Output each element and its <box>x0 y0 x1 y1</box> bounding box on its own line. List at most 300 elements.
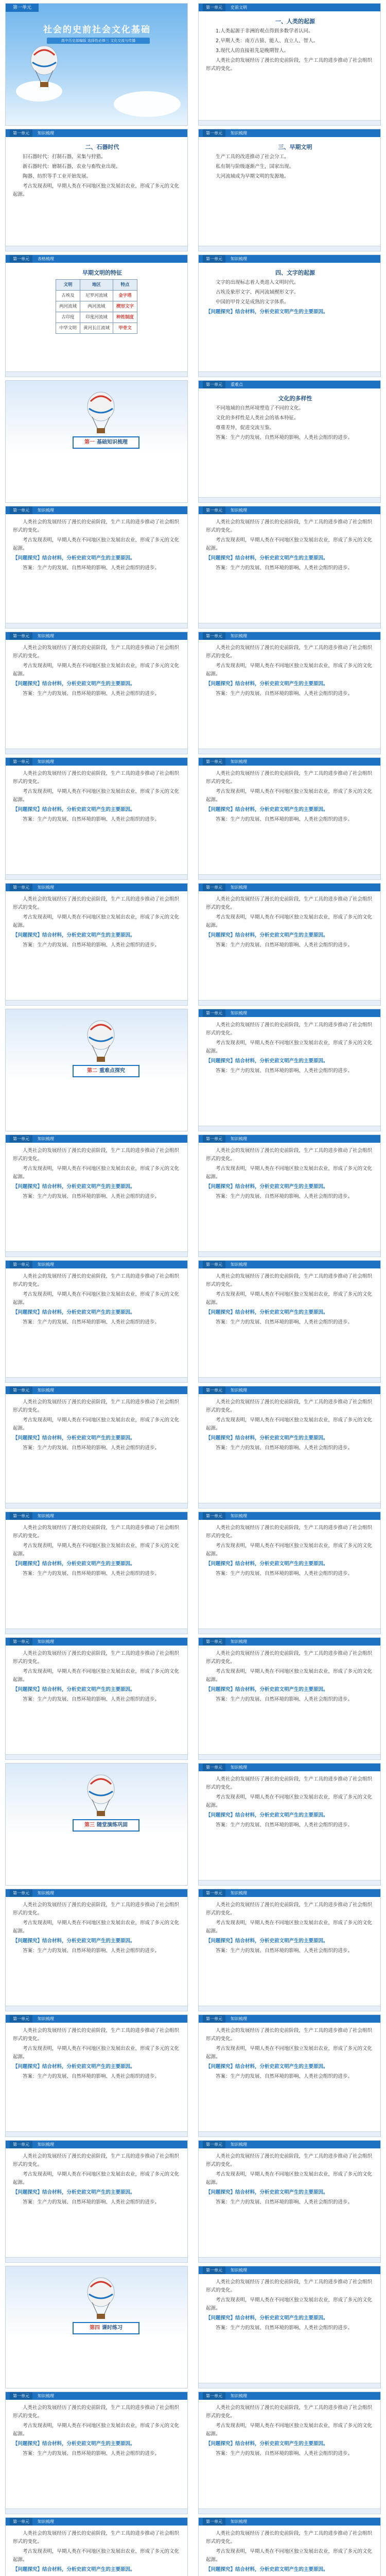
content-slide <box>5 506 188 629</box>
question-text: 【问题探究】结合材料，分析史前文明产生的主要原因。 <box>206 807 328 812</box>
unit-tab: 第一单元 <box>10 506 32 514</box>
slide-paragraph: 人类社会的发展经历了漫长的史前阶段，生产工具的进步推动了社会组织形式的变化。 <box>206 2028 373 2042</box>
slide-paragraph: 人类社会的发展经历了漫长的史前阶段，生产工具的进步推动了社会组织形式的变化。 <box>13 519 180 533</box>
unit-tab: 第一单元 <box>10 2015 32 2023</box>
content-slide <box>198 2517 381 2576</box>
topic-tab: 知识梳理 <box>38 2519 54 2524</box>
content-slide <box>5 632 188 754</box>
question-text: 【问题探究】结合材料，分析史前文明产生的主要原因。 <box>13 2567 135 2572</box>
answer-text: 答案：生产力的发展、自然环境的影响、人类社会组织的进步。 <box>23 1319 160 1325</box>
content-slide <box>198 3 381 126</box>
slide-topbar <box>199 4 380 11</box>
content-slide <box>5 1512 188 1634</box>
answer-text: 答案：生产力的发展、自然环境的影响、人类社会组织的进步。 <box>216 817 353 822</box>
question-text: 【问题探究】结合材料，分析史前文明产生的主要原因。 <box>13 2441 135 2447</box>
unit-tab: 第一单元 <box>203 4 225 11</box>
slide-paragraph: 考古发现表明，早期人类在不同地区独立发展出农业，形成了多元的文化起源。 <box>13 1920 180 1934</box>
content-slide <box>5 2140 188 2263</box>
slide-paragraph: 考古发现表明，早期人类在不同地区独立发展出农业，形成了多元的文化起源。 <box>206 1920 373 1934</box>
slide-topbar <box>6 632 187 640</box>
slide-paragraph: 人类社会的发展经历了漫长的史前阶段，生产工具的进步推动了社会组织形式的变化。 <box>206 1399 373 1413</box>
unit-tab: 第一单元 <box>203 129 225 137</box>
content-slide <box>198 1889 381 2011</box>
topic-tab: 知识梳理 <box>38 2142 54 2147</box>
slide-paragraph: 人类社会的发展经历了漫长的史前阶段，生产工具的进步推动了社会组织形式的变化。 <box>13 1902 180 1916</box>
content-slide <box>198 380 381 503</box>
answer-text: 答案：生产力的发展、自然环境的影响、人类社会组织的进步。 <box>23 1194 160 1199</box>
slide-paragraph: 人类社会的发展经历了漫长的史前阶段，生产工具的进步推动了社会组织形式的变化。 <box>13 645 180 659</box>
slide-paragraph: 人类社会的发展经历了漫长的史前阶段，生产工具的进步推动了社会组织形式的变化。 <box>206 1274 373 1287</box>
table-header: 地区 <box>80 280 113 291</box>
slide-paragraph: 人类社会的发展经历了漫长的史前阶段，生产工具的进步推动了社会组织形式的变化。 <box>206 1525 373 1539</box>
topic-tab: 知识梳理 <box>231 1891 247 1895</box>
slide-topbar <box>6 1135 187 1143</box>
slide-paragraph: 人类社会的发展经历了漫长的史前阶段，生产工具的进步推动了社会组织形式的变化。 <box>13 1525 180 1539</box>
cover-title: 社会的史前社会文化基础 <box>43 25 151 35</box>
unit-tab: 第一单元 <box>203 1009 225 1017</box>
slide-topbar <box>199 884 380 891</box>
unit-tab: 第一单元 <box>10 129 32 137</box>
answer-text: 答案：生产力的发展、自然环境的影响、人类社会组织的进步。 <box>23 942 160 948</box>
content-slide <box>5 2517 188 2576</box>
slide-paragraph: 人类社会的发展经历了漫长的史前阶段，生产工具的进步推动了社会组织形式的变化。 <box>206 519 373 533</box>
hot-air-balloon-icon <box>83 2277 119 2323</box>
topic-tab: 知识梳理 <box>231 2519 247 2524</box>
slide-heading: 一、人类的起源 <box>275 18 315 25</box>
question-text: 【问题探究】结合材料，分析史前文明产生的主要原因。 <box>13 1561 135 1567</box>
content-slide <box>198 1763 381 1886</box>
slide-topbar <box>199 1009 380 1017</box>
table-row: 两河流域 两河流域 楔形文字 <box>56 301 137 312</box>
unit-tab: 第一单元 <box>203 1889 225 1897</box>
content-slide <box>198 1260 381 1383</box>
slide-line: 生产工具的改进推动了社会分工。 <box>216 154 289 160</box>
slide-paragraph: 人类社会的发展经历了漫长的史前阶段，生产工具的进步推动了社会组织形式的变化。 <box>206 896 373 910</box>
content-slide <box>5 2392 188 2514</box>
slide-line: 中国的甲骨文是成熟的文字体系。 <box>216 299 289 305</box>
slide-paragraph: 人类社会的发展经历了漫长的史前阶段，生产工具的进步推动了社会组织形式的变化。 <box>206 645 373 659</box>
slide-paragraph: 考古发现表明，早期人类在不同地区独立发展出农业，形成了多元的文化起源。 <box>13 1166 180 1180</box>
slide-heading: 早期文明的特征 <box>82 269 122 276</box>
question-text: 【问题探究】结合材料，分析史前文明产生的主要原因。 <box>13 2064 135 2070</box>
answer-text: 答案：生产力的发展、自然环境的影响、人类社会组织的进步。 <box>216 1319 353 1325</box>
slide-paragraph: 考古发现表明，早期人类在不同地区独立发展出农业，形成了多元的文化起源。 <box>206 1794 373 1808</box>
answer-text: 答案：生产力的发展、自然环境的影响、人类社会组织的进步。 <box>23 1697 160 1702</box>
table-header: 特点 <box>113 280 137 291</box>
content-slide <box>198 1637 381 1760</box>
slide-topbar <box>6 1889 187 1897</box>
slide-paragraph: 考古发现表明，早期人类在不同地区独立发展出农业，形成了多元的文化起源。 <box>206 914 373 928</box>
slide-paragraph: 考古发现表明，早期人类在不同地区独立发展出农业，形成了多元的文化起源。 <box>13 2172 180 2185</box>
unit-tab: 第一单元 <box>203 381 225 388</box>
answer-text: 答案：生产力的发展、自然环境的影响、人类社会组织的进步。 <box>23 2451 160 2456</box>
topic-tab: 知识梳理 <box>38 131 54 135</box>
topic-tab: 知识梳理 <box>231 508 247 513</box>
slide-paragraph: 考古发现表明，早期人类在不同地区独立发展出农业，形成了多元的文化起源。 <box>13 183 180 197</box>
slide-topbar <box>199 1512 380 1520</box>
content-slide <box>198 632 381 754</box>
unit-tab: 第一单元 <box>203 758 225 766</box>
content-slide <box>198 757 381 880</box>
answer-text: 答案：生产力的发展、自然环境的影响、人类社会组织的进步。 <box>216 2325 353 2331</box>
answer-text: 答案：生产力的发展、自然环境的影响、人类社会组织的进步。 <box>216 1697 353 1702</box>
answer-text: 答案：生产力的发展、自然环境的影响、人类社会组织的进步。 <box>216 2199 353 2205</box>
answer-text: 答案：生产力的发展、自然环境的影响、人类社会组织的进步。 <box>216 1445 353 1451</box>
slide-line: 陶器、纺织等手工业开始发展。 <box>23 174 92 179</box>
answer-text: 答案：生产力的发展、自然环境的影响、人类社会组织的进步。 <box>216 2074 353 2079</box>
slide-paragraph: 人类社会的发展经历了漫长的史前阶段，生产工具的进步推动了社会组织形式的变化。 <box>206 771 373 785</box>
question-text: 【问题探究】结合材料，分析史前文明产生的主要原因。 <box>206 681 328 687</box>
question-text: 【问题探究】结合材料，分析史前文明产生的主要原因。 <box>13 681 135 687</box>
table-row: 中华文明 黄河长江流域 甲骨文 <box>56 323 137 334</box>
slide-paragraph: 考古发现表明，早期人类在不同地区独立发展出农业，形成了多元的文化起源。 <box>206 2046 373 2060</box>
unit-tab: 第一单元 <box>203 632 225 640</box>
slide-paragraph: 人类社会的发展经历了漫长的史前阶段，生产工具的进步推动了社会组织形式的变化。 <box>206 2279 373 2293</box>
slide-paragraph: 考古发现表明，早期人类在不同地区独立发展出农业，形成了多元的文化起源。 <box>13 2046 180 2060</box>
slide-topbar <box>199 1889 380 1897</box>
answer-text: 答案：生产力的发展、自然环境的影响、人类社会组织的进步。 <box>216 1948 353 1954</box>
content-slide <box>198 1134 381 1257</box>
answer-text: 答案：生产力的发展、自然环境的影响、人类社会组织的进步。 <box>216 942 353 948</box>
section-slide <box>5 1009 188 1131</box>
unit-tab: 第一单元 <box>203 506 225 514</box>
content-slide <box>198 2266 381 2388</box>
section-slide <box>5 380 188 503</box>
slide-topbar <box>199 1638 380 1646</box>
unit-tab: 第一单元 <box>10 632 32 640</box>
summary-table <box>56 279 137 334</box>
unit-tab: 第一单元 <box>10 1261 32 1268</box>
topic-tab: 知识梳理 <box>38 759 54 764</box>
slide-topbar <box>199 2141 380 2148</box>
slide-paragraph: 人类社会的发展经历了漫长的史前阶段，生产工具的进步推动了社会组织形式的变化。 <box>13 2405 180 2419</box>
topic-tab: 知识梳理 <box>231 1765 247 1770</box>
unit-tab: 第一单元 <box>10 1889 32 1897</box>
question-text: 【问题探究】结合材料，分析史前文明产生的主要原因。 <box>13 1310 135 1315</box>
topic-tab: 知识梳理 <box>231 1011 247 1015</box>
slide-paragraph: 人类社会的发展经历了漫长的史前阶段，生产工具的进步推动了社会组织形式的变化。 <box>206 2531 373 2545</box>
question-text: 【问题探究】结合材料，分析史前文明产生的主要原因。 <box>206 1812 328 1818</box>
topic-tab: 知识梳理 <box>38 1891 54 1895</box>
unit-tab: 第一单元 <box>10 884 32 891</box>
answer-text: 答案：生产力的发展、自然环境的影响、人类社会组织的进步。 <box>216 1571 353 1577</box>
unit-tab: 第一单元 <box>10 1135 32 1143</box>
unit-tab: 第一单元 <box>10 2518 32 2526</box>
content-slide <box>198 2014 381 2137</box>
unit-tab: 第一单元 <box>203 884 225 891</box>
topic-tab: 史前文明 <box>231 5 247 10</box>
content-slide <box>198 1512 381 1634</box>
slide-topbar <box>199 2392 380 2400</box>
unit-tab: 第一单元 <box>10 1386 32 1394</box>
slide-topbar <box>6 1512 187 1520</box>
section-label: 第一 基础知识梳理 <box>73 436 139 449</box>
slide-paragraph: 人类社会的发展经历了漫长的史前阶段，生产工具的进步推动了社会组织形式的变化。 <box>206 2154 373 2167</box>
slide-line: 尊重差异，促进交流互鉴。 <box>216 425 275 431</box>
slide-line: 私有制与阶级逐渐产生，国家出现。 <box>216 164 294 170</box>
slide-topbar <box>6 1638 187 1646</box>
topic-tab: 知识梳理 <box>231 2268 247 2273</box>
slide-line: 文化的多样性是人类社会的基本特征。 <box>216 415 299 421</box>
slide-topbar <box>6 506 187 514</box>
slide-paragraph: 考古发现表明，早期人类在不同地区独立发展出农业，形成了多元的文化起源。 <box>13 663 180 677</box>
slide-topbar <box>6 2518 187 2526</box>
topic-tab: 知识梳理 <box>231 257 247 261</box>
unit-tab: 第一单元 <box>10 758 32 766</box>
slide-line: 3.现代人的直接祖先是晚期智人。 <box>216 48 289 54</box>
content-slide <box>5 2014 188 2137</box>
section-label: 第三 随堂演练巩固 <box>73 1819 139 1832</box>
answer-text: 答案：生产力的发展、自然环境的影响、人类社会组织的进步。 <box>216 1822 353 1828</box>
slide-topbar <box>199 1386 380 1394</box>
unit-tab: 第一单元 <box>203 2015 225 2023</box>
slide-paragraph: 考古发现表明，早期人类在不同地区独立发展出农业，形成了多元的文化起源。 <box>13 1669 180 1683</box>
unit-tab: 第一单元 <box>10 2392 32 2400</box>
content-slide <box>5 129 188 251</box>
question-text: 【问题探究】结合材料，分析史前文明产生的主要原因。 <box>13 555 135 561</box>
slide-paragraph: 人类社会的发展经历了漫长的史前阶段，生产工具的进步推动了社会组织形式的变化。 <box>206 58 373 72</box>
slide-topbar <box>199 506 380 514</box>
slide-line: 1.人类起源于非洲的观点得到多数学者认同。 <box>216 28 313 34</box>
content-slide <box>198 255 381 377</box>
unit-tab: 第一单元 <box>203 1386 225 1394</box>
slide-paragraph: 人类社会的发展经历了漫长的史前阶段，生产工具的进步推动了社会组织形式的变化。 <box>13 1148 180 1162</box>
slide-topbar <box>199 2015 380 2023</box>
slide-line: 文字的出现标志着人类进入文明时代。 <box>216 280 299 285</box>
answer-text: 答案：生产力的发展、自然环境的影响、人类社会组织的进步。 <box>23 2074 160 2079</box>
topic-tab: 知识梳理 <box>38 1262 54 1267</box>
content-slide <box>5 1637 188 1760</box>
topic-tab: 知识梳理 <box>231 759 247 764</box>
cover-slide <box>5 3 188 126</box>
table-row: 古埃及 尼罗河流域 金字塔 <box>56 291 137 301</box>
topic-tab: 知识梳理 <box>231 131 247 135</box>
answer-text: 答案：生产力的发展、自然环境的影响、人类社会组织的进步。 <box>216 691 353 697</box>
slide-paragraph: 考古发现表明，早期人类在不同地区独立发展出农业，形成了多元的文化起源。 <box>206 1040 373 1054</box>
hot-air-balloon-icon <box>83 1774 119 1820</box>
slide-paragraph: 人类社会的发展经历了漫长的史前阶段，生产工具的进步推动了社会组织形式的变化。 <box>206 1902 373 1916</box>
slide-line: 古埃及象形文字、两河流域楔形文字。 <box>216 290 299 295</box>
content-slide <box>198 2140 381 2263</box>
slide-paragraph: 人类社会的发展经历了漫长的史前阶段，生产工具的进步推动了社会组织形式的变化。 <box>206 1148 373 1162</box>
slide-topbar <box>6 758 187 766</box>
content-slide <box>198 506 381 629</box>
question-text: 【问题探究】结合材料，分析史前文明产生的主要原因。 <box>13 933 135 938</box>
topic-tab: 知识梳理 <box>38 2394 54 2398</box>
topic-tab: 知识梳理 <box>231 1137 247 1141</box>
unit-tab: 第一单元 <box>10 1512 32 1520</box>
hot-air-balloon-icon <box>83 1020 119 1066</box>
question-text: 【问题探究】结合材料，分析史前文明产生的主要原因。 <box>206 1687 328 1692</box>
slide-heading: 二、石器时代 <box>85 144 119 150</box>
table-slide <box>5 255 188 377</box>
topic-tab: 知识梳理 <box>38 1388 54 1393</box>
question-text: 【问题探究】结合材料，分析史前文明产生的主要原因。 <box>206 555 328 561</box>
question-text: 【问题探究】结合材料，分析史前文明产生的主要原因。 <box>206 1435 328 1441</box>
topic-tab: 知识梳理 <box>231 885 247 890</box>
content-slide <box>198 2392 381 2514</box>
answer-text: 答案：生产力的发展、自然环境的影响、人类社会组织的进步。 <box>23 565 160 571</box>
slide-paragraph: 人类社会的发展经历了漫长的史前阶段，生产工具的进步推动了社会组织形式的变化。 <box>13 2531 180 2545</box>
slide-heading: 三、早期文明 <box>278 144 312 150</box>
slide-paragraph: 考古发现表明，早期人类在不同地区独立发展出农业，形成了多元的文化起源。 <box>13 2423 180 2437</box>
unit-tab: 第一单元 <box>203 1764 225 1771</box>
slide-paragraph: 人类社会的发展经历了漫长的史前阶段，生产工具的进步推动了社会组织形式的变化。 <box>13 1651 180 1665</box>
table-row: 古印度 印度河流域 种姓制度 <box>56 312 137 323</box>
topic-tab: 知识梳理 <box>231 634 247 638</box>
topic-tab: 知识梳理 <box>38 1137 54 1141</box>
topic-tab: 表格梳理 <box>38 257 54 261</box>
content-slide <box>198 883 381 1006</box>
slide-topbar <box>6 2015 187 2023</box>
content-slide <box>198 129 381 251</box>
topic-tab: 知识梳理 <box>38 1514 54 1518</box>
slide-paragraph: 考古发现表明，早期人类在不同地区独立发展出农业，形成了多元的文化起源。 <box>13 1543 180 1557</box>
hot-air-balloon-icon <box>83 391 119 437</box>
question-text: 【问题探究】结合材料，分析史前文明产生的主要原因。 <box>206 933 328 938</box>
topic-tab: 知识梳理 <box>231 1514 247 1518</box>
slide-topbar <box>6 2392 187 2400</box>
unit-tab: 第一单元 <box>10 255 32 263</box>
slide-topbar <box>6 1261 187 1268</box>
slide-paragraph: 人类社会的发展经历了漫长的史前阶段，生产工具的进步推动了社会组织形式的变化。 <box>13 896 180 910</box>
topic-tab: 重难点 <box>231 382 243 387</box>
question-text: 【问题探究】结合材料，分析史前文明产生的主要原因。 <box>206 2315 328 2321</box>
content-slide <box>5 1134 188 1257</box>
cloud-graphic <box>114 91 181 117</box>
unit-tab: 第一单元 <box>203 2518 225 2526</box>
topic-tab: 知识梳理 <box>38 634 54 638</box>
unit-tab: 第一单元 <box>203 1512 225 1520</box>
slide-paragraph: 考古发现表明，早期人类在不同地区独立发展出农业，形成了多元的文化起源。 <box>13 1417 180 1431</box>
slide-paragraph: 考古发现表明，早期人类在不同地区独立发展出农业，形成了多元的文化起源。 <box>13 789 180 803</box>
slide-line: 旧石器时代：打制石器，采集与狩猎。 <box>23 154 106 160</box>
slide-paragraph: 人类社会的发展经历了漫长的史前阶段，生产工具的进步推动了社会组织形式的变化。 <box>206 1776 373 1790</box>
content-slide <box>5 883 188 1006</box>
chapter-badge: 第一单元 <box>6 4 39 12</box>
content-slide <box>5 1260 188 1383</box>
slide-paragraph: 人类社会的发展经历了漫长的史前阶段，生产工具的进步推动了社会组织形式的变化。 <box>206 2405 373 2419</box>
slide-line: 新石器时代：磨制石器，农业与畜牧业出现。 <box>23 164 121 170</box>
section-label: 第四 课时练习 <box>73 2322 139 2334</box>
topic-tab: 知识梳理 <box>38 508 54 513</box>
slide-paragraph: 考古发现表明，早期人类在不同地区独立发展出农业，形成了多元的文化起源。 <box>206 663 373 677</box>
slide-line: 不同地域的自然环境塑造了不同的文化。 <box>216 405 304 411</box>
slide-paragraph: 人类社会的发展经历了漫长的史前阶段，生产工具的进步推动了社会组织形式的变化。 <box>13 1399 180 1413</box>
topic-tab: 知识梳理 <box>231 1388 247 1393</box>
question-text: 【问题探究】结合材料，分析史前文明产生的主要原因。 <box>206 309 328 315</box>
unit-tab: 第一单元 <box>10 1638 32 1646</box>
slide-paragraph: 人类社会的发展经历了漫长的史前阶段，生产工具的进步推动了社会组织形式的变化。 <box>13 1274 180 1287</box>
topic-tab: 知识梳理 <box>38 885 54 890</box>
slide-paragraph: 考古发现表明，早期人类在不同地区独立发展出农业，形成了多元的文化起源。 <box>206 2172 373 2185</box>
topic-tab: 知识梳理 <box>231 2142 247 2147</box>
unit-tab: 第一单元 <box>203 2141 225 2148</box>
slide-paragraph: 考古发现表明，早期人类在不同地区独立发展出农业，形成了多元的文化起源。 <box>206 537 373 551</box>
slide-topbar <box>199 758 380 766</box>
slide-paragraph: 人类社会的发展经历了漫长的史前阶段，生产工具的进步推动了社会组织形式的变化。 <box>13 2028 180 2042</box>
answer-text: 答案：生产力的发展、自然环境的影响、人类社会组织的进步。 <box>23 817 160 822</box>
content-slide <box>198 1386 381 1509</box>
answer-text: 答案：生产力的发展、自然环境的影响、人类社会组织的进步。 <box>23 1948 160 1954</box>
unit-tab: 第一单元 <box>203 1135 225 1143</box>
topic-tab: 知识梳理 <box>231 2394 247 2398</box>
slide-line: 2.早期人类：南方古猿、能人、直立人、智人。 <box>216 38 319 44</box>
answer-text: 答案：生产力的发展、自然环境的影响、人类社会组织的进步。 <box>23 2199 160 2205</box>
topic-tab: 知识梳理 <box>38 1639 54 1644</box>
slide-line: 大河流域成为早期文明的发源地。 <box>216 174 289 179</box>
slide-topbar <box>6 884 187 891</box>
slide-topbar <box>199 1135 380 1143</box>
slide-paragraph: 考古发现表明，早期人类在不同地区独立发展出农业，形成了多元的文化起源。 <box>206 789 373 803</box>
topic-tab: 知识梳理 <box>231 1639 247 1644</box>
answer-text: 答案：生产力的发展、自然环境的影响、人类社会组织的进步。 <box>216 435 353 440</box>
slide-paragraph: 人类社会的发展经历了漫长的史前阶段，生产工具的进步推动了社会组织形式的变化。 <box>13 2154 180 2167</box>
slide-paragraph: 人类社会的发展经历了漫长的史前阶段，生产工具的进步推动了社会组织形式的变化。 <box>206 1022 373 1036</box>
slide-paragraph: 考古发现表明，早期人类在不同地区独立发展出农业，形成了多元的文化起源。 <box>206 1166 373 1180</box>
question-text: 【问题探究】结合材料，分析史前文明产生的主要原因。 <box>13 1687 135 1692</box>
question-text: 【问题探究】结合材料，分析史前文明产生的主要原因。 <box>13 807 135 812</box>
slide-paragraph: 考古发现表明，早期人类在不同地区独立发展出农业，形成了多元的文化起源。 <box>206 1417 373 1431</box>
content-slide <box>5 1889 188 2011</box>
slide-paragraph: 考古发现表明，早期人类在不同地区独立发展出农业，形成了多元的文化起源。 <box>13 537 180 551</box>
slide-heading: 文化的多样性 <box>278 395 312 402</box>
unit-tab: 第一单元 <box>10 2141 32 2148</box>
question-text: 【问题探究】结合材料，分析史前文明产生的主要原因。 <box>206 1310 328 1315</box>
unit-tab: 第一单元 <box>203 2266 225 2274</box>
table-header: 文明 <box>56 280 80 291</box>
question-text: 【问题探究】结合材料，分析史前文明产生的主要原因。 <box>13 1938 135 1944</box>
slide-paragraph: 考古发现表明，早期人类在不同地区独立发展出农业，形成了多元的文化起源。 <box>206 2423 373 2437</box>
slide-heading: 四、文字的起源 <box>275 269 315 276</box>
content-slide <box>5 757 188 880</box>
section-label: 第二 重难点探究 <box>73 1065 139 1077</box>
question-text: 【问题探究】结合材料，分析史前文明产生的主要原因。 <box>13 1184 135 1190</box>
unit-tab: 第一单元 <box>203 1261 225 1268</box>
slide-paragraph: 考古发现表明，早期人类在不同地区独立发展出农业，形成了多元的文化起源。 <box>13 1292 180 1306</box>
slide-paragraph: 人类社会的发展经历了漫长的史前阶段，生产工具的进步推动了社会组织形式的变化。 <box>13 771 180 785</box>
unit-tab: 第一单元 <box>203 2392 225 2400</box>
answer-text: 答案：生产力的发展、自然环境的影响、人类社会组织的进步。 <box>216 2451 353 2456</box>
topic-tab: 知识梳理 <box>38 2016 54 2021</box>
section-slide <box>5 1763 188 1886</box>
content-slide <box>198 1009 381 1131</box>
answer-text: 答案：生产力的发展、自然环境的影响、人类社会组织的进步。 <box>23 691 160 697</box>
answer-text: 答案：生产力的发展、自然环境的影响、人类社会组织的进步。 <box>216 1194 353 1199</box>
question-text: 【问题探究】结合材料，分析史前文明产生的主要原因。 <box>13 1435 135 1441</box>
slide-paragraph: 人类社会的发展经历了漫长的史前阶段，生产工具的进步推动了社会组织形式的变化。 <box>206 1651 373 1665</box>
question-text: 【问题探究】结合材料，分析史前文明产生的主要原因。 <box>206 2441 328 2447</box>
question-text: 【问题探究】结合材料，分析史前文明产生的主要原因。 <box>206 2567 328 2572</box>
content-slide <box>5 1386 188 1509</box>
answer-text: 答案：生产力的发展、自然环境的影响、人类社会组织的进步。 <box>23 1445 160 1451</box>
answer-text: 答案：生产力的发展、自然环境的影响、人类社会组织的进步。 <box>23 1571 160 1577</box>
hot-air-balloon-icon <box>26 45 62 91</box>
slide-topbar <box>6 1386 187 1394</box>
unit-tab: 第一单元 <box>203 255 225 263</box>
question-text: 【问题探究】结合材料，分析史前文明产生的主要原因。 <box>206 1561 328 1567</box>
slide-paragraph: 考古发现表明，早期人类在不同地区独立发展出农业，形成了多元的文化起源。 <box>206 1543 373 1557</box>
question-text: 【问题探究】结合材料，分析史前文明产生的主要原因。 <box>13 2190 135 2195</box>
question-text: 【问题探究】结合材料，分析史前文明产生的主要原因。 <box>206 2190 328 2195</box>
question-text: 【问题探究】结合材料，分析史前文明产生的主要原因。 <box>206 1184 328 1190</box>
slide-paragraph: 考古发现表明，早期人类在不同地区独立发展出农业，形成了多元的文化起源。 <box>206 2297 373 2311</box>
slide-paragraph: 考古发现表明，早期人类在不同地区独立发展出农业，形成了多元的文化起源。 <box>206 2549 373 2563</box>
slide-topbar <box>199 632 380 640</box>
cover-subtitle: 高中历史部编版 选择性必修三 文化交流与传播 <box>47 38 150 44</box>
slide-paragraph: 考古发现表明，早期人类在不同地区独立发展出农业，形成了多元的文化起源。 <box>13 914 180 928</box>
topic-tab: 知识梳理 <box>231 1262 247 1267</box>
